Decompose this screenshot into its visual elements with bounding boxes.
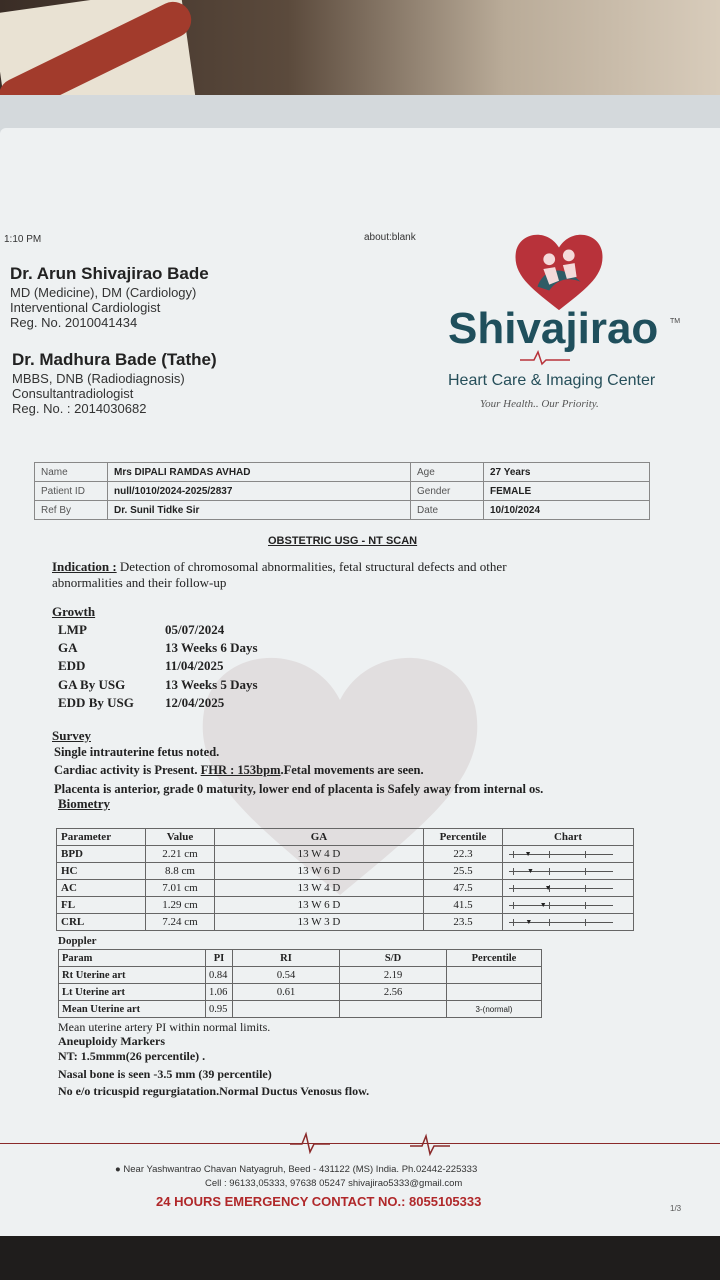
biometry-param: CRL xyxy=(57,914,146,931)
patient-gender: FEMALE xyxy=(484,482,650,501)
print-url: about:blank xyxy=(364,232,416,243)
doppler-percentile: 3-(normal) xyxy=(447,1001,542,1018)
name-label: Name xyxy=(35,463,108,482)
biometry-percentile: 22.3 xyxy=(424,846,503,863)
indication xyxy=(52,559,507,575)
brand-trademark: TM xyxy=(670,318,681,325)
doppler-ri: 0.54 xyxy=(233,967,340,984)
patient-row xyxy=(35,463,650,482)
tricuspid-note: No e/o tricuspid regurgiatation.Normal Ductus Venosus flow. xyxy=(58,1084,370,1098)
percentile-tick xyxy=(513,919,514,926)
biometry-chart xyxy=(503,846,634,863)
biometry-chart xyxy=(503,880,634,897)
footer-emergency: 24 HOURS EMERGENCY CONTACT NO.: 8055105333 xyxy=(156,1194,482,1209)
brand-motto: Your Health.. Our Priority. xyxy=(480,398,599,410)
ga-value: 13 Weeks 6 Days xyxy=(165,640,258,655)
heart-logo-icon xyxy=(510,228,608,314)
doppler-pi: 0.95 xyxy=(206,1001,233,1018)
percentile-marker-icon: ▼ xyxy=(524,850,532,858)
doppler-percentile xyxy=(447,984,542,1001)
footer-heartbeat-icon-2 xyxy=(410,1132,450,1158)
doppler-row xyxy=(59,1001,542,1018)
col-ri: RI xyxy=(233,950,340,967)
survey-line-2 xyxy=(54,763,424,778)
ga-usg-value: 13 Weeks 5 Days xyxy=(165,677,258,692)
indication-label: Indication : xyxy=(52,559,117,574)
biometry-ga: 13 W 4 D xyxy=(215,880,424,897)
indication-text-2: abnormalities and their follow-up xyxy=(52,575,227,590)
percentile-marker-icon: ▼ xyxy=(544,884,552,892)
doppler-header-row xyxy=(59,950,542,967)
biometry-param: HC xyxy=(57,863,146,880)
col-value: Value xyxy=(146,829,215,846)
survey-heading: Survey xyxy=(52,728,91,743)
biometry-header-row xyxy=(57,829,634,846)
aneuploidy-heading: Aneuploidy Markers xyxy=(58,1034,166,1048)
percentile-tick xyxy=(585,885,586,892)
footer-contact: Cell : 96133,05333, 97638 05247 shivajirao5333@gmail.com xyxy=(205,1178,463,1189)
doctor1-name: Dr. Arun Shivajirao Bade xyxy=(10,264,209,283)
percentile-tick xyxy=(549,919,550,926)
percentile-tick xyxy=(549,902,550,909)
doctor1-role: Interventional Cardiologist xyxy=(10,300,161,315)
col-parameter: Parameter xyxy=(57,829,146,846)
percentile-tick xyxy=(549,851,550,858)
fetal-movements: .Fetal movements are seen. xyxy=(280,763,424,777)
biometry-chart xyxy=(503,897,634,914)
percentile-tick xyxy=(513,868,514,875)
ref-label: Ref By xyxy=(35,501,108,520)
patient-info-table xyxy=(34,462,650,520)
doctor2-reg: Reg. No. : 2014030682 xyxy=(12,401,147,416)
page-number: 1/3 xyxy=(670,1204,682,1213)
report-title: OBSTETRIC USG - NT SCAN xyxy=(268,535,418,547)
doppler-ri: 0.61 xyxy=(233,984,340,1001)
date-label: Date xyxy=(411,501,484,520)
col-param: Param xyxy=(59,950,206,967)
footer-heartbeat-icon xyxy=(290,1130,330,1156)
col-ga: GA xyxy=(215,829,424,846)
biometry-percentile: 25.5 xyxy=(424,863,503,880)
biometry-ga: 13 W 3 D xyxy=(215,914,424,931)
col-sd: S/D xyxy=(340,950,447,967)
gender-label: Gender xyxy=(411,482,484,501)
survey-line-3: Placenta is anterior, grade 0 maturity, lower end of placenta is Safely away from internal os. xyxy=(54,782,544,796)
edd-usg-label: EDD By USG xyxy=(58,695,134,710)
percentile-tick xyxy=(585,902,586,909)
percentile-tick xyxy=(513,885,514,892)
age-label: Age xyxy=(411,463,484,482)
doppler-row xyxy=(59,967,542,984)
col-doppler-percentile: Percentile xyxy=(447,950,542,967)
biometry-heading: Biometry xyxy=(58,796,110,811)
doctor1-reg: Reg. No. 2010041434 xyxy=(10,315,138,330)
col-chart: Chart xyxy=(503,829,634,846)
biometry-percentile: 41.5 xyxy=(424,897,503,914)
biometry-chart xyxy=(503,863,634,880)
doppler-param: Rt Uterine art xyxy=(59,967,206,984)
doctor2-role: Consultantradiologist xyxy=(12,386,134,401)
percentile-tick xyxy=(585,919,586,926)
patient-id: null/1010/2024-2025/2837 xyxy=(108,482,411,501)
edd-usg-value: 12/04/2025 xyxy=(165,695,225,710)
percentile-tick xyxy=(513,851,514,858)
heartbeat-line-icon xyxy=(520,350,570,366)
footer-address-text: Near Yashwantrao Chavan Natyagruh, Beed - 431122 (MS) India. Ph.02442-225333 xyxy=(123,1164,478,1175)
patient-age: 27 Years xyxy=(484,463,650,482)
biometry-value: 2.21 cm xyxy=(146,846,215,863)
print-time: 1:10 PM xyxy=(4,234,42,245)
brand-name: Shivajirao xyxy=(448,304,659,353)
doctor1-degree: MD (Medicine), DM (Cardiology) xyxy=(10,285,197,300)
biometry-percentile: 23.5 xyxy=(424,914,503,931)
col-pi: PI xyxy=(206,950,233,967)
percentile-marker-icon: ▼ xyxy=(527,867,534,875)
doctor2-degree: MBBS, DNB (Radiodiagnosis) xyxy=(12,371,185,386)
survey-line-1: Single intrauterine fetus noted. xyxy=(54,745,220,759)
fhr-value: FHR : 153bpm xyxy=(200,763,281,777)
location-pin-icon: ● xyxy=(115,1164,124,1175)
biometry-row xyxy=(57,880,634,897)
doppler-param: Lt Uterine art xyxy=(59,984,206,1001)
doppler-ri xyxy=(233,1001,340,1018)
percentile-tick xyxy=(513,902,514,909)
doctor2-name: Dr. Madhura Bade (Tathe) xyxy=(12,350,217,369)
biometry-value: 1.29 cm xyxy=(146,897,215,914)
ga-label: GA xyxy=(58,640,78,655)
patient-name: Mrs DIPALI RAMDAS AVHAD xyxy=(108,463,411,482)
biometry-percentile: 47.5 xyxy=(424,880,503,897)
edd-label: EDD xyxy=(58,658,86,673)
edd-value: 11/04/2025 xyxy=(165,658,224,673)
biometry-chart xyxy=(503,914,634,931)
biometry-row xyxy=(57,897,634,914)
footer-divider xyxy=(0,1143,720,1144)
biometry-value: 7.01 cm xyxy=(146,880,215,897)
cardiac-activity: Cardiac activity is Present. xyxy=(54,763,201,777)
percentile-tick xyxy=(549,868,550,875)
indication-text: Detection of chromosomal abnormalities, fetal structural defects and other xyxy=(116,559,507,574)
id-label: Patient ID xyxy=(35,482,108,501)
report-date: 10/10/2024 xyxy=(484,501,650,520)
doppler-row xyxy=(59,984,542,1001)
doppler-sd xyxy=(340,1001,447,1018)
doppler-pi: 1.06 xyxy=(206,984,233,1001)
percentile-marker-icon: ▼ xyxy=(525,918,533,926)
biometry-value: 7.24 cm xyxy=(146,914,215,931)
col-percentile: Percentile xyxy=(424,829,503,846)
doppler-param: Mean Uterine art xyxy=(59,1001,206,1018)
mean-pi-note: Mean uterine artery PI within normal limits. xyxy=(58,1020,271,1034)
doppler-heading: Doppler xyxy=(58,935,97,947)
percentile-marker-icon: ▼ xyxy=(539,901,547,909)
biometry-ga: 13 W 6 D xyxy=(215,897,424,914)
biometry-table xyxy=(56,828,634,931)
biometry-param: FL xyxy=(57,897,146,914)
lmp-value: 05/07/2024 xyxy=(165,622,225,637)
doppler-table xyxy=(58,949,542,1018)
nt-note: NT: 1.5mmm(26 percentile) . xyxy=(58,1049,206,1063)
footer-address xyxy=(115,1164,477,1175)
doppler-percentile xyxy=(447,967,542,984)
doppler-pi: 0.84 xyxy=(206,967,233,984)
biometry-row xyxy=(57,863,634,880)
patient-row xyxy=(35,482,650,501)
doppler-sd: 2.56 xyxy=(340,984,447,1001)
percentile-scale xyxy=(509,905,613,906)
biometry-param: BPD xyxy=(57,846,146,863)
biometry-row xyxy=(57,846,634,863)
biometry-ga: 13 W 6 D xyxy=(215,863,424,880)
percentile-tick xyxy=(585,868,586,875)
biometry-value: 8.8 cm xyxy=(146,863,215,880)
lmp-label: LMP xyxy=(58,622,87,637)
nasal-bone-note: Nasal bone is seen -3.5 mm (39 percentile) xyxy=(58,1067,272,1081)
percentile-scale xyxy=(509,888,613,889)
doppler-sd: 2.19 xyxy=(340,967,447,984)
bottom-shadow xyxy=(0,1236,720,1280)
growth-heading: Growth xyxy=(52,604,96,619)
percentile-tick xyxy=(585,851,586,858)
patient-ref: Dr. Sunil Tidke Sir xyxy=(108,501,411,520)
biometry-row xyxy=(57,914,634,931)
brand-tagline: Heart Care & Imaging Center xyxy=(448,372,656,389)
percentile-scale xyxy=(509,871,613,872)
biometry-ga: 13 W 4 D xyxy=(215,846,424,863)
biometry-param: AC xyxy=(57,880,146,897)
patient-row xyxy=(35,501,650,520)
ga-usg-label: GA By USG xyxy=(58,677,126,692)
